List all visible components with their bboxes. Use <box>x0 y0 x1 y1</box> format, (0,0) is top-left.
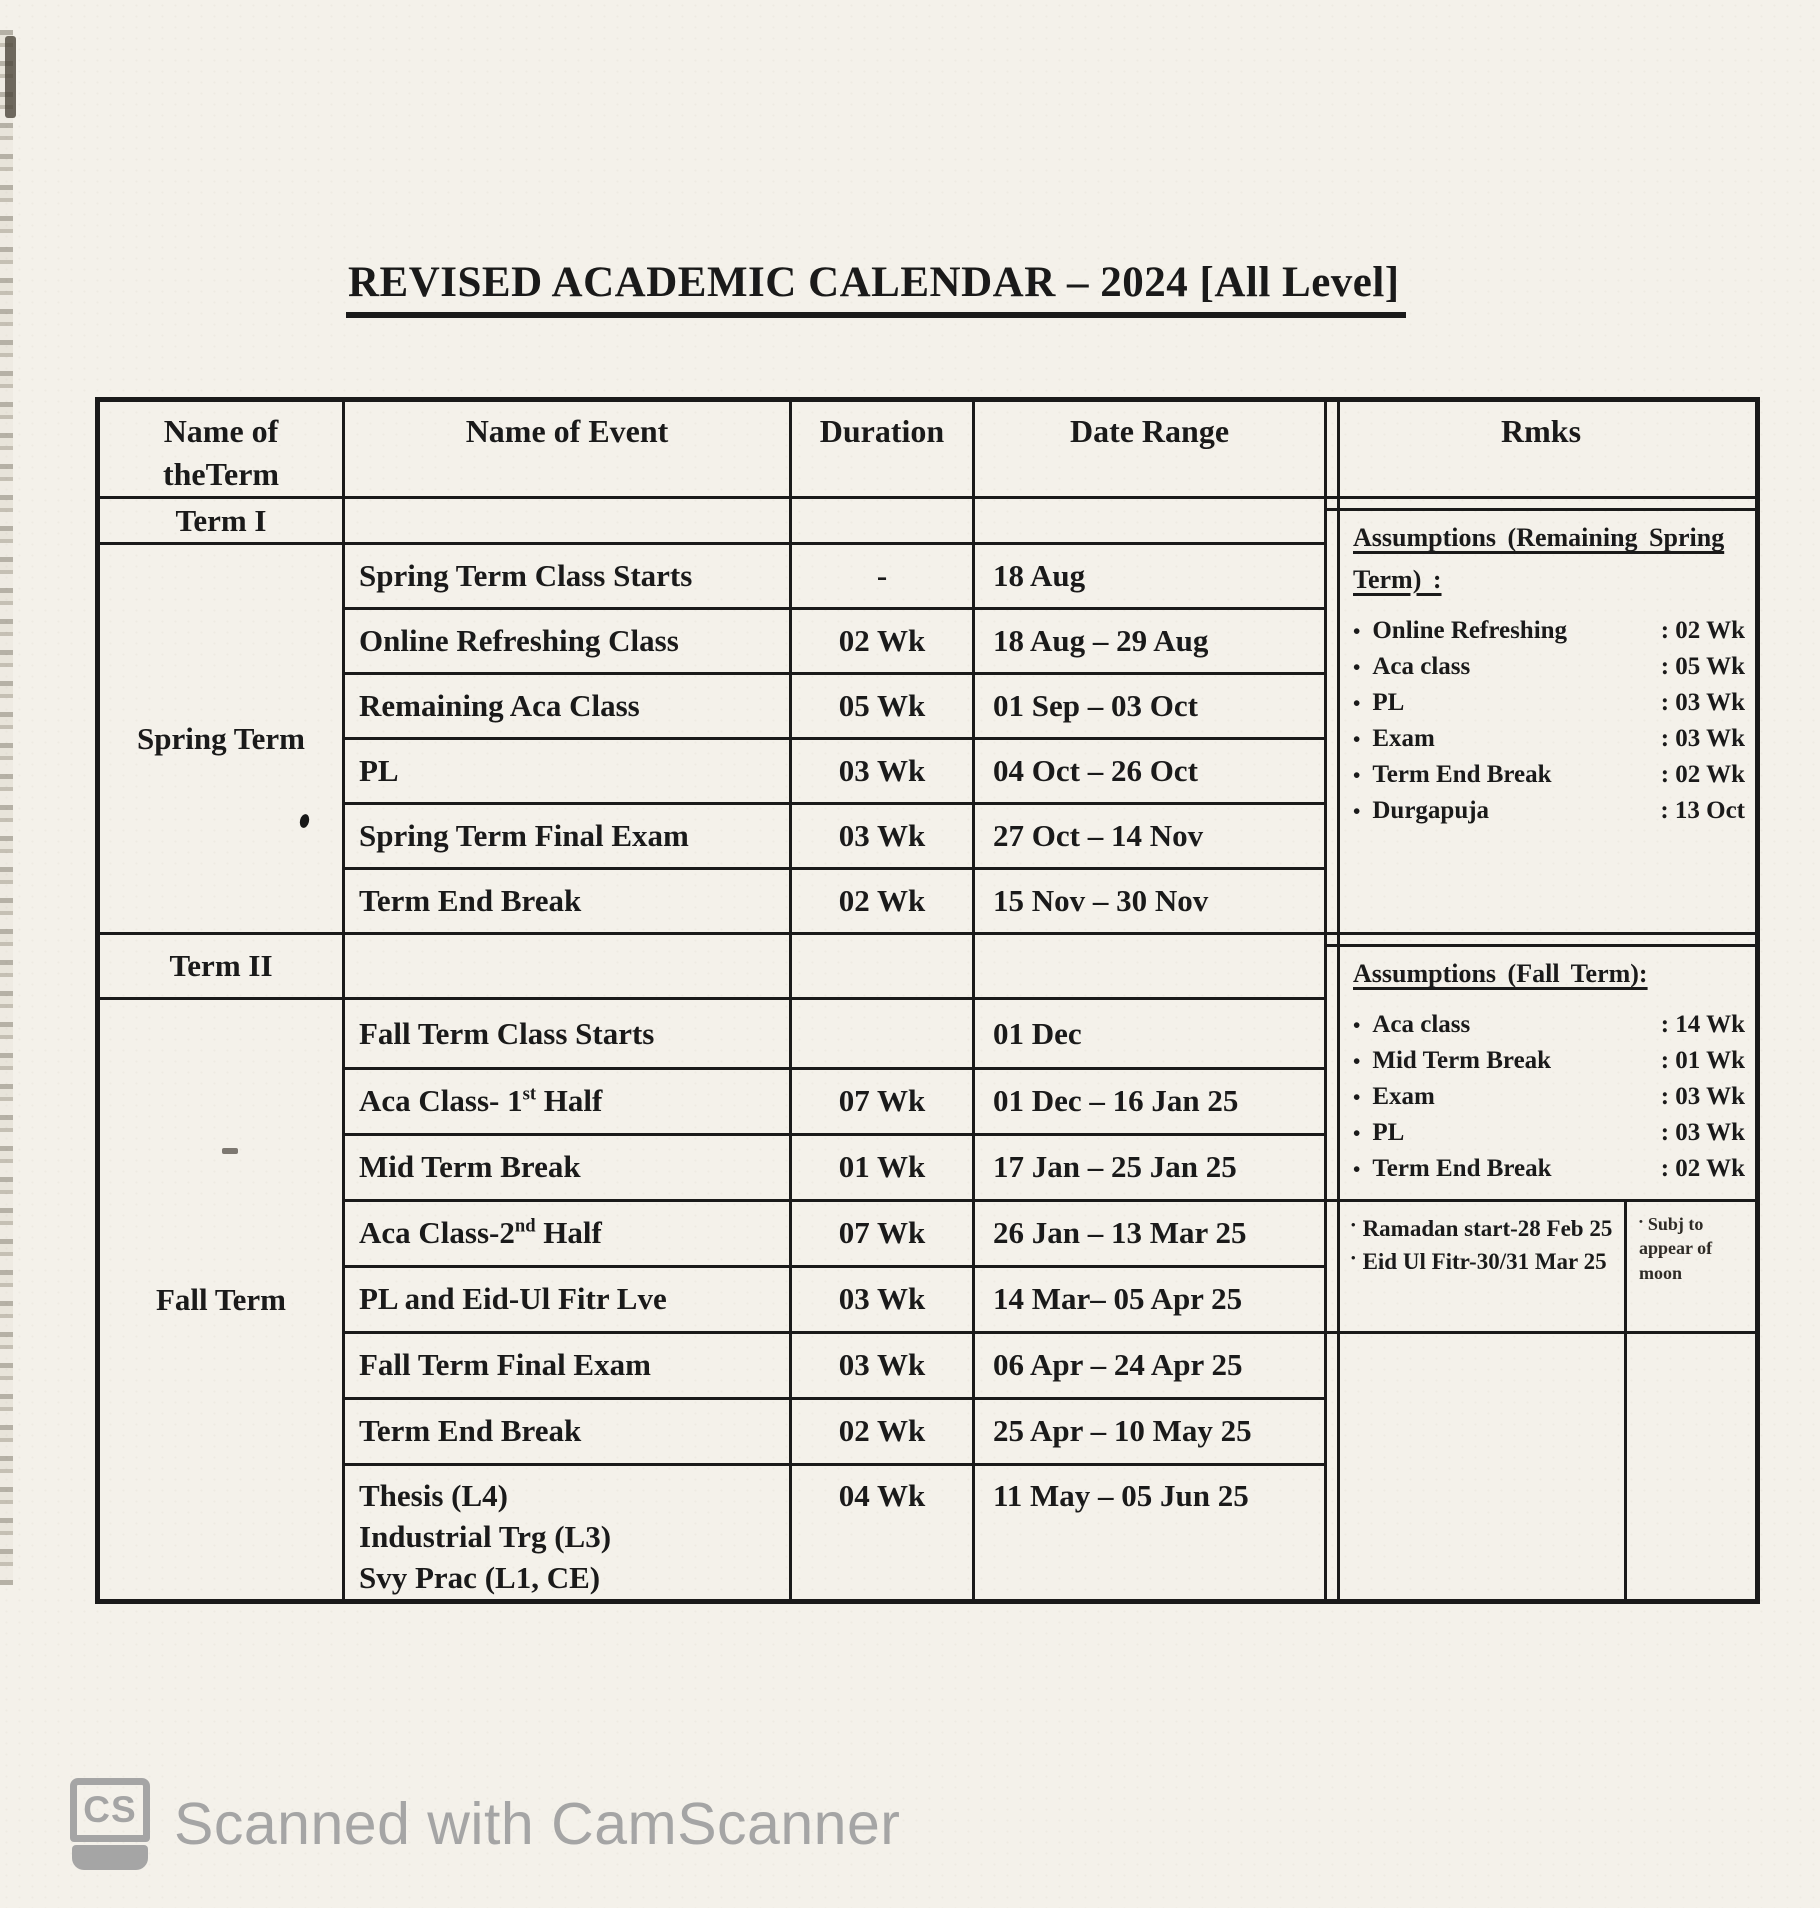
note-line: • Ramadan start-28 Feb 25 <box>1351 1212 1618 1245</box>
duration-cell: 02 Wk <box>791 869 974 934</box>
event-cell: Online Refreshing Class <box>344 609 791 674</box>
term1-row <box>98 498 1758 544</box>
date-range-cell: 14 Mar– 05 Apr 25 <box>974 1266 1326 1332</box>
event-text: Half <box>536 1083 603 1119</box>
date-range-cell: 11 May – 05 Jun 25 <box>974 1464 1326 1601</box>
event-cell: Fall Term Class Starts <box>344 999 791 1069</box>
camscanner-icon <box>70 1778 150 1870</box>
event-superscript: nd <box>514 1216 536 1238</box>
date-range-cell: 01 Sep – 03 Oct <box>974 674 1326 739</box>
duration-cell: 04 Wk <box>791 1464 974 1601</box>
date-range-cell: 15 Nov – 30 Nov <box>974 869 1326 934</box>
list-item <box>1353 689 1745 717</box>
scan-edge-blotch <box>5 36 16 118</box>
list-item <box>1353 1119 1745 1147</box>
event-cell-thesis <box>344 1464 791 1601</box>
empty-cell <box>974 498 1326 544</box>
camscanner-watermark <box>70 1778 900 1870</box>
duration-cell: 07 Wk <box>791 1068 974 1134</box>
rmks-ramadan-notes <box>1326 1200 1626 1332</box>
duration-cell: - <box>791 544 974 609</box>
date-range-cell: 06 Apr – 24 Apr 25 <box>974 1332 1326 1398</box>
scan-edge-artifact <box>0 30 13 1585</box>
rmks-spring-heading: Assumptions (Remaining Spring Term) : <box>1353 523 1725 594</box>
rmks-empty-side-cell <box>1626 1332 1758 1601</box>
event-cell: Spring Term Class Starts <box>344 544 791 609</box>
rmks-item-label: • Exam <box>1372 1082 1435 1110</box>
event-text: Half <box>535 1215 602 1251</box>
camscanner-text: Scanned with CamScanner <box>174 1791 901 1857</box>
event-cell: Term End Break <box>344 1398 791 1464</box>
duration-cell: 03 Wk <box>791 739 974 804</box>
thesis-line: Industrial Trg (L3) <box>359 1518 612 1554</box>
empty-cell <box>974 934 1326 999</box>
camscanner-icon-label: CS <box>70 1778 150 1842</box>
rmks-item-value: : 02 Wk <box>1660 616 1746 644</box>
rmks-spring-list <box>1353 617 1745 825</box>
date-range-cell: 26 Jan – 13 Mar 25 <box>974 1200 1326 1266</box>
rmks-item-value: : 03 Wk <box>1660 724 1746 752</box>
date-range-cell: 04 Oct – 26 Oct <box>974 739 1326 804</box>
rmks-item-value: : 05 Wk <box>1660 652 1746 680</box>
academic-calendar-table <box>95 397 1760 1604</box>
camscanner-icon-base <box>72 1845 148 1870</box>
empty-cell <box>344 934 791 999</box>
event-cell: Spring Term Final Exam <box>344 804 791 869</box>
rmks-item-value: : 03 Wk <box>1660 1082 1746 1110</box>
rmks-item-label: • PL <box>1372 1118 1405 1146</box>
event-text: Aca Class- 1 <box>359 1083 523 1119</box>
list-item <box>1353 797 1745 825</box>
header-date-range: Date Range <box>974 400 1326 498</box>
fall-term-label: Fall Term <box>98 999 344 1601</box>
event-cell <box>344 1200 791 1266</box>
event-cell: Remaining Aca Class <box>344 674 791 739</box>
term2-row <box>98 934 1758 999</box>
duration-cell: 02 Wk <box>791 1398 974 1464</box>
duration-cell: 03 Wk <box>791 1332 974 1398</box>
empty-cell <box>344 498 791 544</box>
rmks-item-value: : 14 Wk <box>1660 1010 1746 1038</box>
table-row <box>98 1200 1758 1266</box>
event-cell: PL <box>344 739 791 804</box>
rmks-item-value: : 03 Wk <box>1660 1118 1746 1146</box>
rmks-item-label: • Exam <box>1372 724 1435 752</box>
rmks-fall-list <box>1353 1011 1745 1183</box>
rmks-side-note <box>1626 1200 1758 1332</box>
event-text: Aca Class-2 <box>359 1215 515 1251</box>
duration-cell: 01 Wk <box>791 1134 974 1200</box>
date-range-cell: 17 Jan – 25 Jan 25 <box>974 1134 1326 1200</box>
duration-cell: 03 Wk <box>791 804 974 869</box>
rmks-fall-assumptions <box>1326 934 1758 1201</box>
duration-cell: 03 Wk <box>791 1266 974 1332</box>
duration-cell: 05 Wk <box>791 674 974 739</box>
rmks-item-value: : 03 Wk <box>1660 688 1746 716</box>
rmks-item-label: • Aca class <box>1372 652 1471 680</box>
header-rmks: Rmks <box>1326 400 1758 498</box>
rmks-item-label: • Mid Term Break <box>1372 1046 1552 1074</box>
event-superscript: st <box>522 1084 537 1106</box>
rmks-item-label: • Durgapuja <box>1372 796 1490 824</box>
list-item <box>1353 617 1745 645</box>
spring-term-label: Spring Term <box>98 544 344 934</box>
term1-label: Term I <box>98 498 344 544</box>
rmks-item-value: : 02 Wk <box>1660 1154 1746 1182</box>
list-item <box>1353 1155 1745 1183</box>
rmks-item-value: : 02 Wk <box>1660 760 1746 788</box>
date-range-cell: 01 Dec <box>974 999 1326 1069</box>
event-cell: Mid Term Break <box>344 1134 791 1200</box>
duration-cell: 02 Wk <box>791 609 974 674</box>
event-cell <box>344 1068 791 1134</box>
rmks-item-label: • Online Refreshing <box>1372 616 1568 644</box>
rmks-item-label: • Term End Break <box>1372 760 1552 788</box>
rmks-spring-assumptions <box>1326 498 1758 934</box>
table-row <box>98 1332 1758 1398</box>
empty-cell <box>791 498 974 544</box>
date-range-cell: 18 Aug <box>974 544 1326 609</box>
rmks-item-value: : 01 Wk <box>1660 1046 1746 1074</box>
list-item <box>1353 761 1745 789</box>
list-item <box>1353 653 1745 681</box>
table-header-row <box>98 400 1758 498</box>
header-name-of-term <box>98 400 344 498</box>
rmks-fall-heading: Assumptions (Fall Term): <box>1353 959 1648 989</box>
thesis-line: Thesis (L4) <box>359 1477 508 1513</box>
event-cell: Fall Term Final Exam <box>344 1332 791 1398</box>
header-duration: Duration <box>791 400 974 498</box>
list-item <box>1353 1083 1745 1111</box>
rmks-empty-cell <box>1326 1332 1626 1601</box>
list-item <box>1353 725 1745 753</box>
term2-label: Term II <box>98 934 344 999</box>
event-cell: Term End Break <box>344 869 791 934</box>
event-cell: PL and Eid-Ul Fitr Lve <box>344 1266 791 1332</box>
duration-cell: 07 Wk <box>791 1200 974 1266</box>
header-name-of-event: Name of Event <box>344 400 791 498</box>
list-item <box>1353 1047 1745 1075</box>
list-item <box>1353 1011 1745 1039</box>
date-range-cell: 25 Apr – 10 May 25 <box>974 1398 1326 1464</box>
note-line: • Eid Ul Fitr-30/31 Mar 25 <box>1351 1245 1618 1278</box>
rmks-item-label: • Term End Break <box>1372 1154 1552 1182</box>
date-range-cell: 01 Dec – 16 Jan 25 <box>974 1068 1326 1134</box>
header-term-line2: theTerm <box>162 456 280 493</box>
date-range-cell: 18 Aug – 29 Aug <box>974 609 1326 674</box>
rmks-item-label: • Aca class <box>1372 1010 1471 1038</box>
side-note-text: • Subj to appear of moon <box>1639 1214 1712 1283</box>
rmks-item-label: • PL <box>1372 688 1405 716</box>
page-title: REVISED ACADEMIC CALENDAR – 2024 [All Level] <box>346 258 1406 318</box>
header-term-line1: Name of <box>163 413 279 449</box>
thesis-line: Svy Prac (L1, CE) <box>359 1559 601 1595</box>
date-range-cell: 27 Oct – 14 Nov <box>974 804 1326 869</box>
duration-cell <box>791 999 974 1069</box>
empty-cell <box>791 934 974 999</box>
rmks-item-value: : 13 Oct <box>1660 796 1746 824</box>
